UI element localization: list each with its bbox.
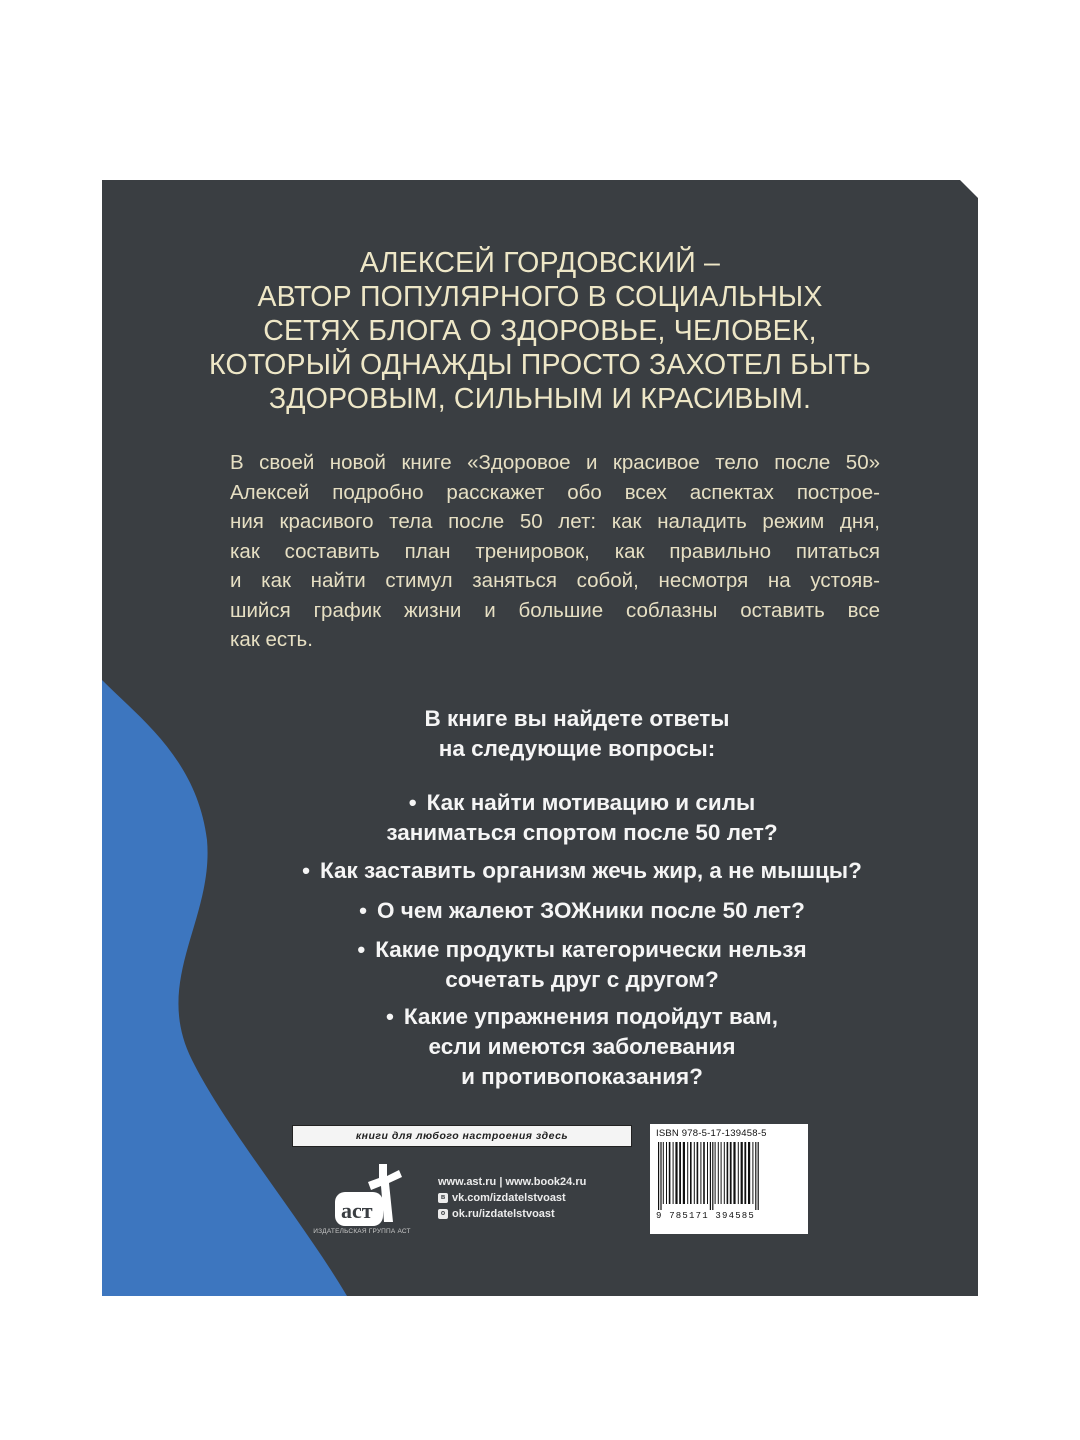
barcode-bar — [744, 1142, 746, 1204]
question-line — [242, 1002, 922, 1032]
ok-link[interactable] — [438, 1206, 586, 1222]
barcode-bar — [733, 1142, 735, 1204]
question-line: если имеются заболевания — [428, 1034, 736, 1059]
sites-link[interactable]: www.ast.ru | www.book24.ru — [438, 1176, 587, 1188]
question-text: Какие продукты категорически нельзя — [375, 937, 807, 962]
corner-fold — [960, 180, 978, 198]
headline-line: АЛЕКСЕЙ ГОРДОВСКИЙ – — [359, 247, 721, 279]
isbn-number: ISBN 978-5-17-139458-5 — [656, 1128, 767, 1139]
barcode-bar — [687, 1142, 688, 1204]
barcode-digits: 9 785171 394585 — [656, 1211, 756, 1221]
question-line — [242, 788, 922, 818]
barcode-bar — [715, 1142, 716, 1204]
question-text: Какие упражнения подойдут вам, — [403, 1004, 778, 1029]
question-text: Как заставить организм жечь жир, а не мышцы? — [320, 858, 862, 883]
question-line: и противопоказания? — [461, 1064, 703, 1089]
barcode-bars — [656, 1142, 802, 1210]
barcode-bar — [660, 1142, 661, 1210]
bullet-icon: • — [386, 1004, 394, 1029]
barcode-bar — [712, 1142, 713, 1210]
barcode-bar — [741, 1142, 743, 1204]
barcode-bar — [675, 1142, 677, 1204]
question-line — [242, 935, 922, 965]
barcode-bar — [710, 1142, 711, 1210]
tagline-bar: книги для любого настроения здесь — [292, 1125, 632, 1147]
description-line: шийся график жизни и большие соблазны оставить все — [230, 598, 880, 622]
question-text: О чем жалеют ЗОЖники после 50 лет? — [377, 898, 805, 923]
question-item — [242, 856, 922, 886]
headline-line: КОТОРЫЙ ОДНАЖДЫ ПРОСТО ЗАХОТЕЛ БЫТЬ — [208, 349, 871, 381]
question-line — [242, 856, 922, 886]
book-back-cover — [102, 180, 978, 1296]
bullet-icon: • — [359, 898, 368, 923]
description-line: и как найти стимул заняться собой, несмотря на устояв- — [230, 569, 880, 592]
question-item — [242, 788, 922, 848]
barcode-bar — [673, 1142, 674, 1204]
question-item — [242, 1002, 922, 1092]
description-line: Алексей подробно расскажет обо всех аспектах построе- — [230, 480, 880, 504]
barcode-bar — [752, 1142, 753, 1204]
barcode-bar — [727, 1142, 729, 1204]
bullet-icon: • — [408, 790, 417, 815]
ast-logo-text: аст — [341, 1198, 373, 1223]
description-line: ния красивого тела после 50 лет: как наладить режим дня, — [230, 510, 880, 533]
barcode-bar — [748, 1142, 750, 1204]
bullet-icon: • — [357, 937, 366, 962]
question-item — [242, 935, 922, 995]
question-line: сочетать друг с другом? — [445, 967, 719, 992]
barcode-bar — [707, 1142, 708, 1204]
headline — [122, 246, 958, 416]
headline-line: АВТОР ПОПУЛЯРНОГО В СОЦИАЛЬНЫХ — [257, 281, 823, 313]
description-line: как есть. — [230, 628, 313, 651]
barcode-bar — [666, 1142, 667, 1204]
barcode-bar — [703, 1142, 705, 1204]
isbn-barcode — [650, 1124, 808, 1234]
description — [230, 448, 880, 655]
bullet-icon: • — [302, 858, 310, 883]
barcode-bar — [700, 1142, 701, 1204]
publisher-caption: ИЗДАТЕЛЬСКАЯ ГРУППА АСТ — [313, 1228, 411, 1235]
barcode-bar — [724, 1142, 725, 1204]
barcode-bar — [679, 1142, 681, 1204]
vk-icon: в — [438, 1193, 448, 1203]
vk-link[interactable] — [438, 1190, 586, 1206]
question-line — [242, 896, 922, 926]
headline-line: ЗДОРОВЫМ, СИЛЬНЫМ И КРАСИВЫМ. — [268, 383, 812, 415]
barcode-bar — [694, 1142, 695, 1204]
barcode-bar — [738, 1142, 739, 1204]
question-item — [242, 896, 922, 926]
publisher-links — [438, 1174, 586, 1222]
ok-icon: о — [438, 1209, 448, 1219]
headline-line: СЕТЯХ БЛОГА О ЗДОРОВЬЕ, ЧЕЛОВЕК, — [263, 315, 817, 347]
barcode-bar — [697, 1142, 699, 1204]
barcode-bar — [721, 1142, 722, 1204]
barcode-bar — [758, 1142, 759, 1210]
barcode-bar — [683, 1142, 685, 1204]
question-line: заниматься спортом после 50 лет? — [386, 820, 778, 845]
questions-heading-line: на следующие вопросы: — [438, 736, 716, 761]
question-text: Как найти мотивацию и силы — [426, 790, 756, 815]
questions-heading-line: В книге вы найдете ответы — [424, 706, 730, 731]
vk-link-text: vk.com/izdatelstvoast — [452, 1192, 566, 1204]
description-line: как составить план тренировок, как правильно питаться — [230, 539, 880, 563]
barcode-bar — [755, 1142, 756, 1210]
barcode-bar — [658, 1142, 659, 1210]
description-line: В своей новой книге «Здоровое и красивое тело после 50» — [230, 451, 880, 474]
ok-link-text: ok.ru/izdatelstvoast — [452, 1208, 555, 1220]
barcode-bar — [718, 1142, 719, 1204]
barcode-bar — [730, 1142, 732, 1204]
questions-heading — [252, 704, 902, 764]
barcode-bar — [669, 1142, 671, 1204]
barcode-bar — [663, 1142, 664, 1204]
barcode-bar — [690, 1142, 692, 1204]
